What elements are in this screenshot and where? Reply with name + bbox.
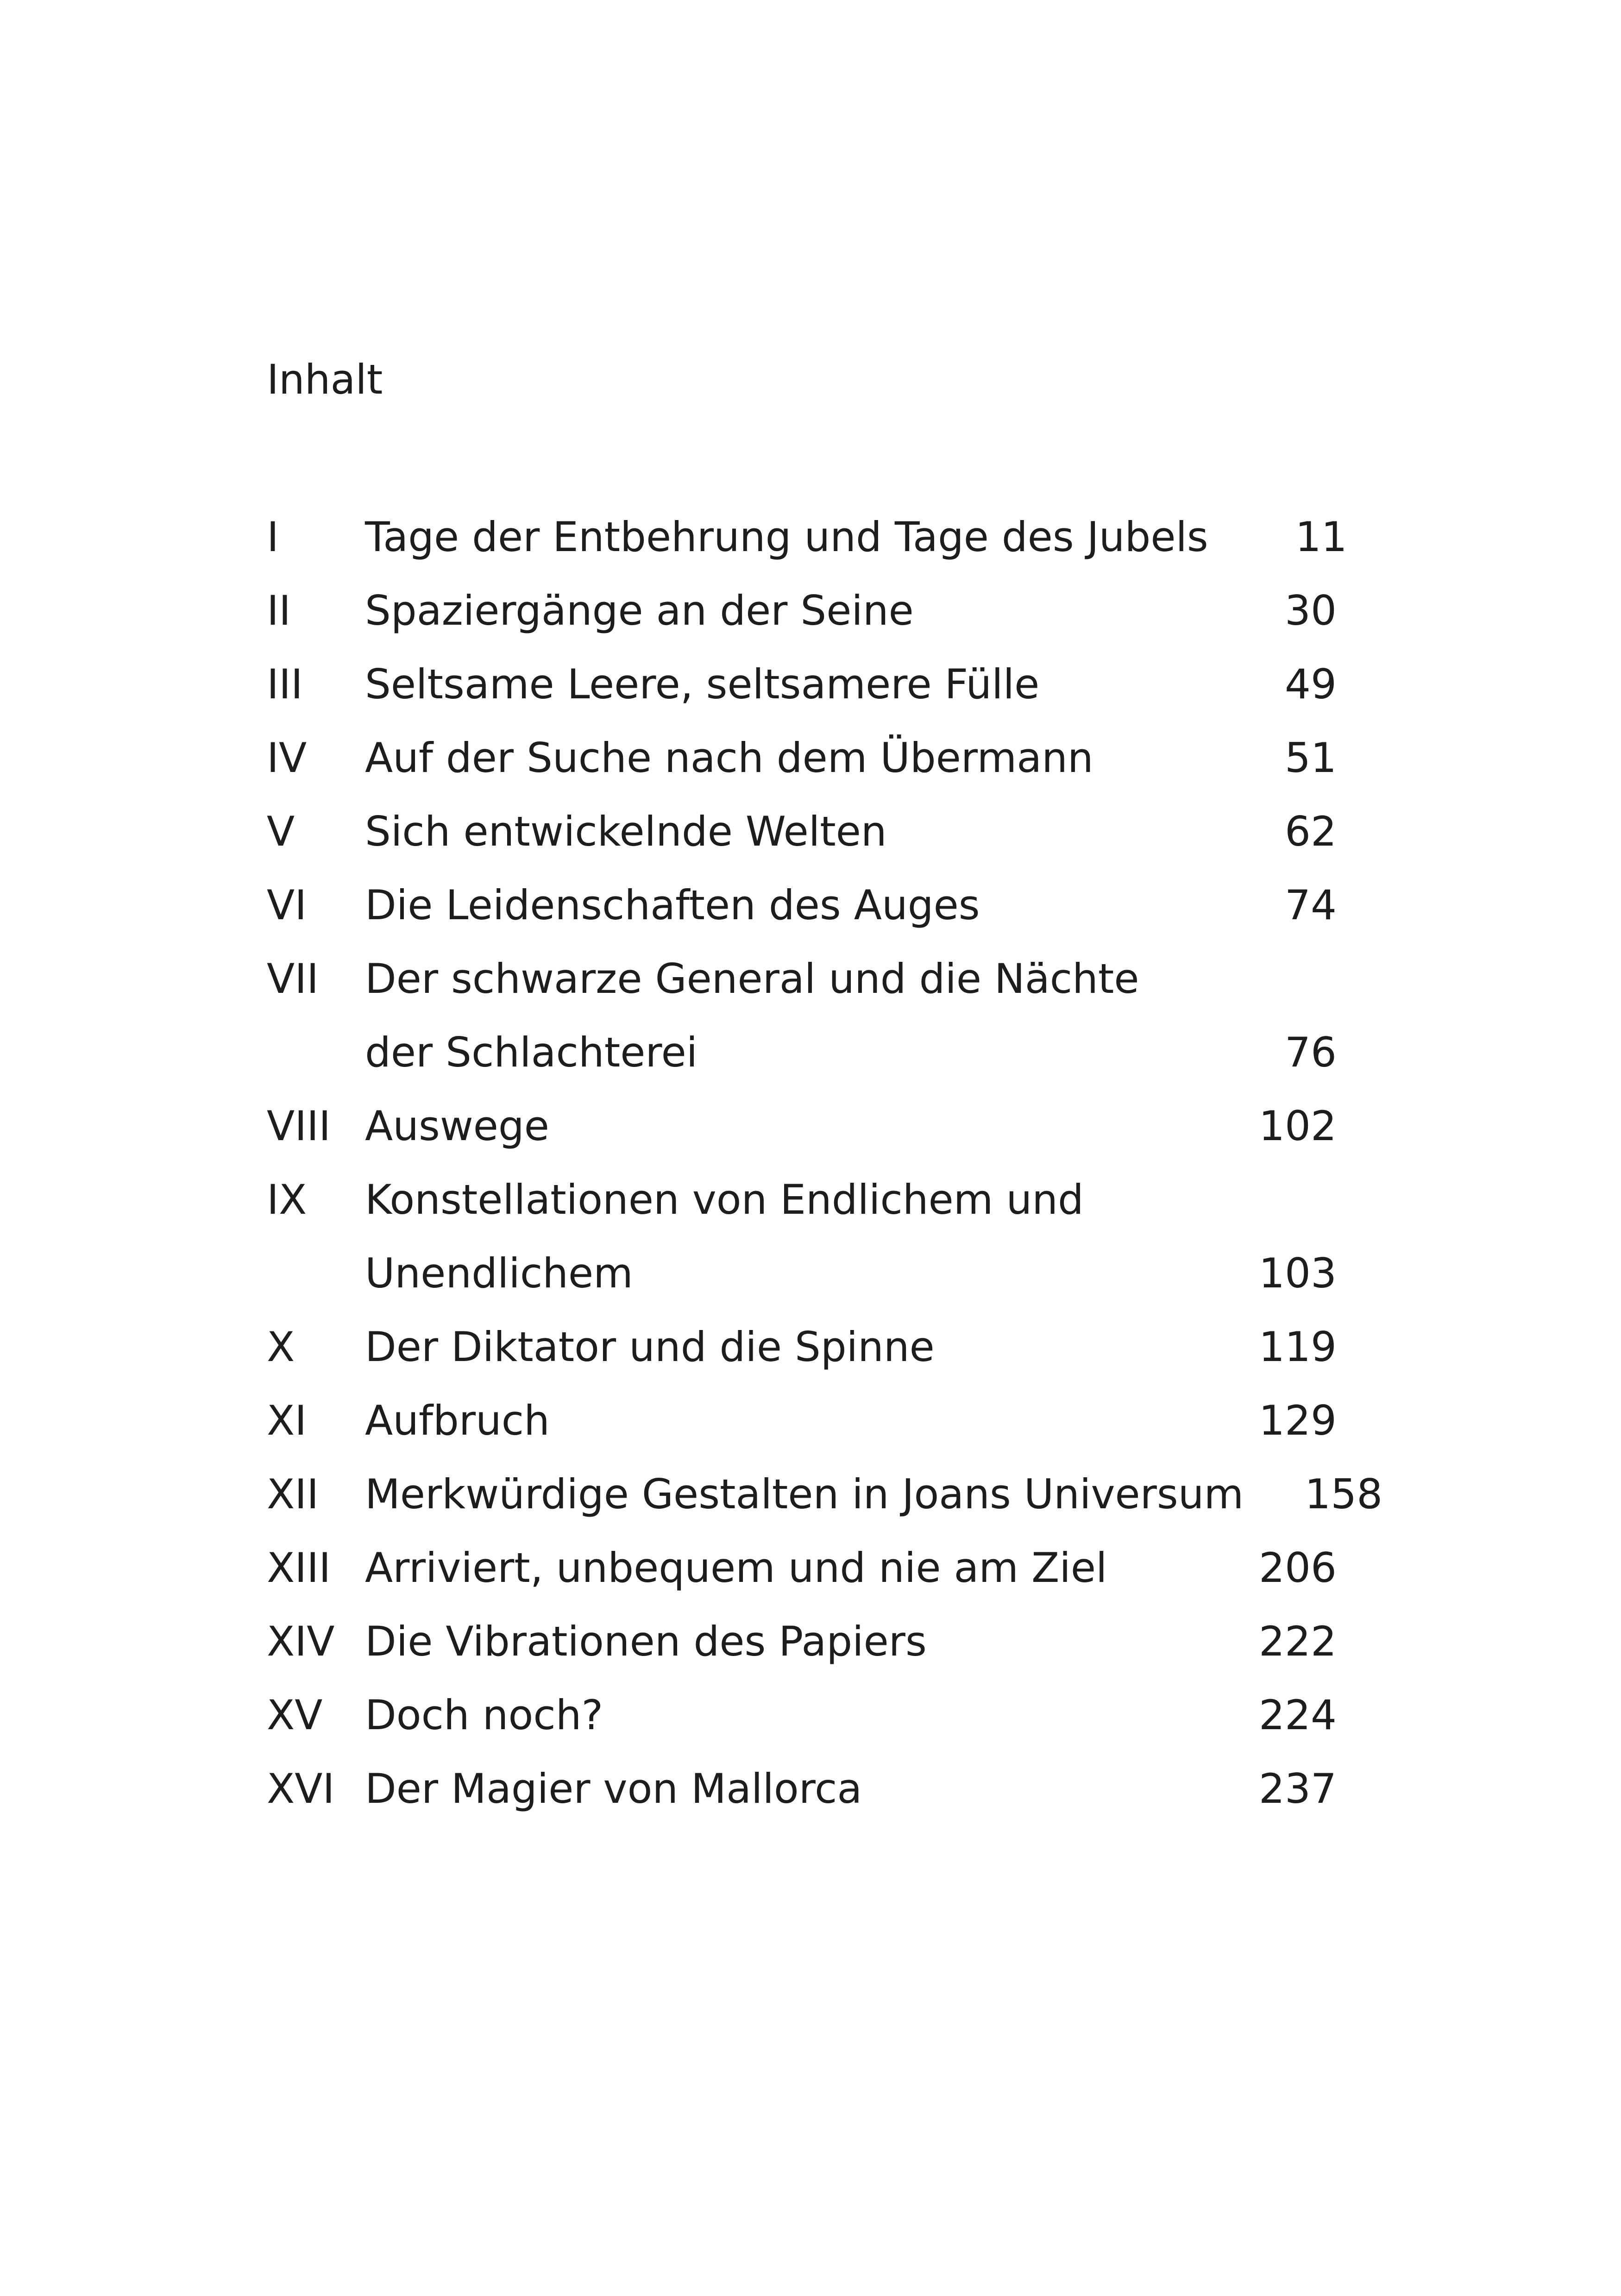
chapter-numeral: VII — [267, 955, 319, 1003]
page-number: 11 — [1295, 513, 1347, 561]
chapter-title — [365, 868, 1198, 942]
chapter-title — [365, 647, 1198, 721]
table-of-contents — [267, 500, 1383, 1826]
chapter-title — [365, 500, 1208, 574]
chapter-title — [365, 795, 1198, 868]
chapter-numeral: V — [267, 808, 295, 855]
toc-entry — [267, 1310, 1337, 1384]
chapter-title-line: Die Leidenschaften des Auges — [365, 881, 980, 929]
chapter-title — [365, 1163, 1198, 1310]
chapter-title — [365, 1531, 1198, 1605]
chapter-title-line: Seltsame Leere, seltsamere Fülle — [365, 660, 1040, 708]
chapter-title — [365, 1089, 1198, 1163]
chapter-title-line: der Schlachterei — [365, 1029, 698, 1076]
toc-entry — [267, 647, 1337, 721]
page-number: 103 — [1259, 1249, 1337, 1297]
toc-heading: Inhalt — [267, 356, 383, 403]
toc-entry — [267, 1384, 1337, 1457]
toc-entry — [267, 574, 1337, 647]
page-number: 102 — [1259, 1102, 1337, 1150]
page-number: 206 — [1259, 1544, 1337, 1592]
chapter-title-line: Unendlichem — [365, 1249, 633, 1297]
toc-entry — [267, 1752, 1337, 1826]
chapter-title-line: Der schwarze General und die Nächte — [365, 955, 1139, 1003]
chapter-numeral: XII — [267, 1470, 319, 1518]
page-number: 222 — [1259, 1618, 1337, 1665]
chapter-numeral: XIV — [267, 1618, 335, 1665]
toc-entry — [267, 868, 1337, 942]
chapter-numeral: I — [267, 513, 279, 561]
toc-entry — [267, 1163, 1337, 1310]
chapter-numeral: XI — [267, 1397, 307, 1444]
page-number: 62 — [1285, 808, 1337, 855]
toc-entry — [267, 942, 1337, 1089]
chapter-title — [365, 721, 1198, 795]
toc-entry — [267, 500, 1347, 574]
chapter-title-line: Die Vibrationen des Papiers — [365, 1618, 927, 1665]
toc-entry — [267, 1089, 1337, 1163]
chapter-title-line: Auswege — [365, 1102, 549, 1150]
chapter-title-line: Sich entwickelnde Welten — [365, 808, 887, 855]
chapter-numeral: VIII — [267, 1102, 331, 1150]
chapter-title-line: Spaziergänge an der Seine — [365, 587, 914, 634]
toc-entry — [267, 795, 1337, 868]
chapter-title — [365, 574, 1198, 647]
toc-entry — [267, 1457, 1383, 1531]
chapter-title — [365, 1384, 1198, 1457]
page-number: 119 — [1259, 1323, 1337, 1371]
chapter-numeral: X — [267, 1323, 295, 1371]
page-number: 237 — [1259, 1765, 1337, 1813]
toc-entry — [267, 1678, 1337, 1752]
chapter-title-line: Merkwürdige Gestalten in Joans Universum — [365, 1470, 1244, 1518]
chapter-title — [365, 1310, 1198, 1384]
chapter-title-line: Arriviert, unbequem und nie am Ziel — [365, 1544, 1107, 1592]
page-number: 224 — [1259, 1691, 1337, 1739]
chapter-numeral: XVI — [267, 1765, 335, 1813]
chapter-numeral: VI — [267, 881, 307, 929]
page-number: 158 — [1305, 1470, 1383, 1518]
chapter-title — [365, 1752, 1198, 1826]
chapter-numeral: IX — [267, 1176, 307, 1223]
chapter-numeral: XV — [267, 1691, 323, 1739]
chapter-title-line: Konstellationen von Endlichem und — [365, 1176, 1084, 1223]
chapter-numeral: II — [267, 587, 291, 634]
toc-entry — [267, 1531, 1337, 1605]
chapter-numeral: IV — [267, 734, 307, 782]
page-number: 49 — [1285, 660, 1337, 708]
chapter-numeral: III — [267, 660, 303, 708]
chapter-title-line: Auf der Suche nach dem Übermann — [365, 734, 1093, 782]
chapter-numeral: XIII — [267, 1544, 331, 1592]
chapter-title-line: Der Magier von Mallorca — [365, 1765, 862, 1813]
chapter-title — [365, 942, 1198, 1089]
page-number: 51 — [1285, 734, 1337, 782]
chapter-title-line: Tage der Entbehrung und Tage des Jubels — [365, 513, 1208, 561]
toc-entry — [267, 721, 1337, 795]
page-number: 74 — [1285, 881, 1337, 929]
chapter-title — [365, 1457, 1244, 1531]
chapter-title-line: Doch noch? — [365, 1691, 603, 1739]
page-number: 129 — [1259, 1397, 1337, 1444]
chapter-title — [365, 1678, 1198, 1752]
toc-entry — [267, 1605, 1337, 1678]
page-number: 30 — [1285, 587, 1337, 634]
page-number: 76 — [1285, 1029, 1337, 1076]
chapter-title-line: Der Diktator und die Spinne — [365, 1323, 935, 1371]
chapter-title — [365, 1605, 1198, 1678]
chapter-title-line: Aufbruch — [365, 1397, 550, 1444]
